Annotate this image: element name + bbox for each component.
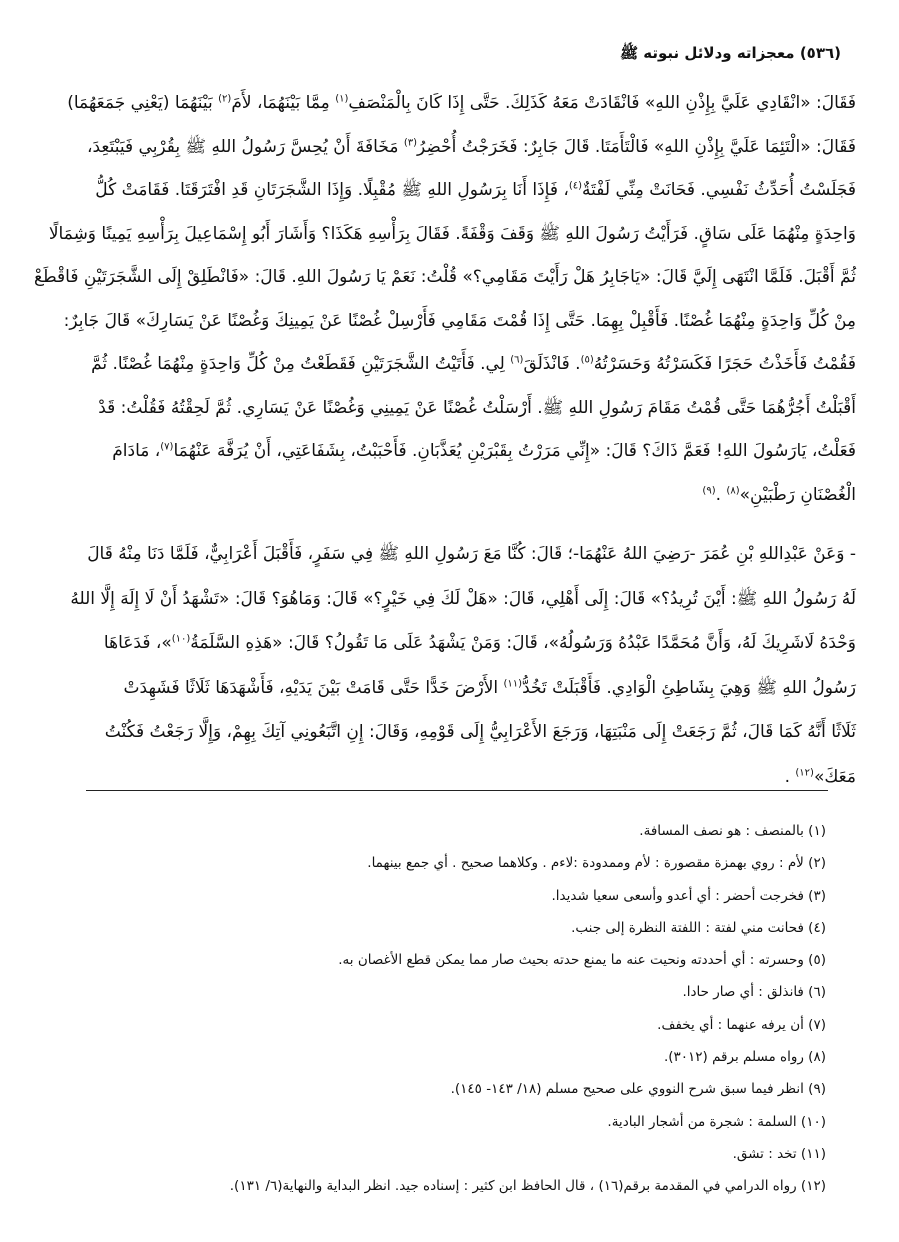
text-run: فَعَلْتُ، يَارَسُولَ اللهِ! فَعَمَّ ذَاكَ؟ قَالَ: «إِنِّي مَرَرْتُ بِقَبْرَيْنِ يُعَذَّبَانِ. فَأَحْبَبْتُ، بِشَفَاعَتِي، أَنْ يُرَفَّهَ عَنْهُمَا xyxy=(173,441,856,461)
text-run: مَعَكَ» xyxy=(813,766,856,787)
footnote-marker: (١٢) xyxy=(795,766,814,778)
footnote-marker: (٢) xyxy=(218,93,232,105)
footnote-marker: (٤) xyxy=(568,180,583,192)
running-header: (٥٣٦) معجزاته ودلائل نبوته ﷺ xyxy=(619,44,841,62)
text-line xyxy=(95,169,856,213)
text-run: مِمَّا بَيْنَهُمَا، لأَمَ xyxy=(231,93,336,113)
footnote: (٧) أن يرفه عنهما : أي يخفف. xyxy=(657,1016,826,1033)
text-run: فَقَالَ: «انْقَادِي عَلَيَّ بِإِذْنِ اللهِ» فَانْقَادَتْ مَعَهُ كَذَلِكَ. حَتَّى إِذَا كَانَ بِالْمَنْصَفِ xyxy=(348,93,856,113)
text-line xyxy=(128,474,856,518)
footnote: (٤) فحانت مني لفتة : اللفتة النظرة إلى جنب. xyxy=(571,919,826,936)
footnote-marker: (١٠) xyxy=(171,633,191,645)
text-run: لَهُ رَسُولُ اللهِ ﷺ: أَيْنَ تُرِيدُ؟» قَالَ: إِلَى أَهْلِي، قَالَ: «هَلْ لَكَ فِي خَيْرٍ؟» قَالَ: وَمَاهُوَ؟ قَالَ: «تَشْهَدُ أَنْ لَا إِلَهَ إِلَّا اللهُ xyxy=(70,588,856,609)
footnote-marker: (٩) xyxy=(702,484,716,496)
text-run: . xyxy=(715,484,727,505)
text-line xyxy=(128,755,856,800)
footnote-separator xyxy=(86,790,828,791)
paragraph-1 xyxy=(34,82,856,517)
text-run: فَقَالَ: «الْتَئِمَا عَلَيَّ بِإِذْنِ اللهِ» فَالْتَأَمَتَا. قَالَ جَابِرٌ: فَخَرَجْتُ أُحْضِرُ xyxy=(417,136,856,157)
footnote-marker: (٧) xyxy=(160,441,174,453)
text-run: أَقْبَلْتُ أَجُرُّهُمَا حَتَّى قُمْتُ مَقَامَ رَسُولِ اللهِ ﷺ. أَرْسَلْتُ غُصْنًا عَنْ يَمِينِي وَغُصْنًا عَنْ يَسَارِي. ثُمَّ لَحِقْتُهُ فَقُلْتُ: قَدْ xyxy=(98,397,856,418)
footnote: (١١) تخد : تشق. xyxy=(732,1145,826,1162)
text-line xyxy=(91,343,856,387)
footnote: (٣) فخرجت أحضر : أي أعدو وأسعى سعيا شديدا. xyxy=(551,887,826,904)
text-line xyxy=(98,387,856,431)
text-run: فَجَلَسْتُ أُحَدِّثُ نَفْسِي. فَحَانَتْ مِنِّي لَفْتَةٌ xyxy=(582,180,856,200)
footnote: (٦) فانذلق : أي صار حادا. xyxy=(682,984,826,1001)
text-run: ثَلَاثًا أَنَّهُ كَمَا قَالَ، ثُمَّ رَجَعَتْ إِلَى مَنْبَتِهَا، وَرَجَعَ الأَعْرَابِيُّ إِلَى قَوْمِهِ، وَقَالَ: إِنِ اتَّبَعُونِي آتِكَ بِهِمْ، وَإِلَّا رَجَعْتُ فَكُنْتُ xyxy=(104,722,856,742)
text-run: الْغُصْنَانِ رَطْبَيْنِ» xyxy=(739,484,856,505)
paragraph-2 xyxy=(70,532,856,799)
footnote: (١) بالمنصف : هو نصف المسافة. xyxy=(639,823,826,839)
text-run: . xyxy=(784,766,796,787)
text-run: الأَرْضَ خَدًّا حَتَّى قَامَتْ بَيْنَ يَدَيْهِ، فَأَشْهَدَهَا ثَلَاثًا فَشَهِدَتْ xyxy=(123,677,504,698)
text-run: فَقُمْتُ فَأَخَذْتُ حَجَرًا فَكَسَرْتُهُ وَحَسَرْتُهُ xyxy=(593,354,856,374)
text-line xyxy=(63,300,856,344)
text-line xyxy=(104,710,856,755)
footnote-marker: (٣) xyxy=(403,136,418,148)
text-run: رَسُولُ اللهِ ﷺ وَهِيَ بِشَاطِئِ الْوَادِي. فَأَقْبَلَتْ تَخُدُّ xyxy=(522,677,856,698)
footnote: (٢) لأم : روي بهمزة مقصورة : لأم وممدودة :لاءم . وكلاهما صحيح . أي جمع بينهما. xyxy=(367,855,826,872)
text-run: مِنْ كُلِّ وَاحِدَةٍ مِنْهُمَا غُصْنًا. فَأَقْبِلْ بِهِمَا. حَتَّى إِذَا قُمْتَ مَقَامِي فَأَرْسِلْ غُصْنًا عَنْ يَمِينِكَ وَغُصْنًا عَنْ يَسَارِكَ» قَالَ جَابِرٌ: xyxy=(63,310,856,331)
text-line xyxy=(67,82,856,126)
main-text xyxy=(34,82,856,799)
footnote-marker: (١١) xyxy=(503,677,523,689)
text-run: ، مَادَامَ xyxy=(112,441,161,461)
text-line xyxy=(112,430,856,474)
footnotes xyxy=(126,815,826,1203)
text-line xyxy=(34,256,856,300)
text-run: مَخَافَةَ أَنْ يُحِسَّ رَسُولُ اللهِ ﷺ بِقُرْبِي فَيَبْتَعِدَ، xyxy=(87,136,404,157)
footnote: (١٢) رواه الدرامي في المقدمة برقم(١٦) ، قال الحافظ ابن كثير : إسناده جيد. انظر البداية والنهاية(٦/ ١٣١). xyxy=(229,1178,826,1195)
footnote: (١٠) السلمة : شجرة من أشجار البادية. xyxy=(607,1113,826,1130)
text-run: »، فَدَعَاهَا xyxy=(103,633,172,653)
footnote: (٩) انظر فيما سبق شرح النووي على صحيح مسلم (١٨/ ١٤٣- ١٤٥). xyxy=(450,1081,826,1098)
footnote: (٨) رواه مسلم برقم (٣٠١٢). xyxy=(663,1049,826,1066)
text-run: لِي. فَأَتَيْتُ الشَّجَرَتَيْنِ فَقَطَعْتُ مِنْ كُلِّ وَاحِدَةٍ مِنْهُمَا غُصْنًا. ثُمَّ xyxy=(91,354,511,374)
text-run: . فَانْذَلَقَ xyxy=(523,354,581,374)
text-line xyxy=(123,666,856,711)
text-run: بَيْنَهُمَا (يَعْنِي جَمَعَهُمَا) xyxy=(67,93,219,113)
text-line xyxy=(70,577,856,622)
text-run: وَحْدَهُ لَاشَرِيكَ لَهُ، وَأَنَّ مُحَمَّدًا عَبْدُهُ وَرَسُولُهُ»، قَالَ: وَمَنْ يَشْهَدُ عَلَى مَا تَقُولُ؟ قَالَ: «هَذِهِ السَّلَمَةُ xyxy=(190,633,856,653)
text-run: ، فَإِذَا أَنَا بِرَسُولِ اللهِ ﷺ مُقْبِلًا. وَإِذَا الشَّجَرَتَانِ قَدِ افْتَرَقَتَا. فَقَامَتْ كُلُّ xyxy=(95,180,569,200)
text-line xyxy=(87,126,856,170)
footnote: (٥) وحسرته : أي أحددته ونحيت عنه ما يمنع حدته بحيث صار مما يمكن قطع الأغصان به. xyxy=(338,952,826,969)
footnote-marker: (٨) xyxy=(726,484,740,496)
text-run: وَاحِدَةٍ مِنْهُمَا عَلَى سَاقٍ. فَرَأَيْتُ رَسُولَ اللهِ ﷺ وَقَفَ وَقْفَةً. فَقَالَ بِرَأْسِهِ هَكَذَا؟ وَأَشَارَ أَبُو إِسْمَاعِيلَ بِرَأْسِهِ يَمِينًا وَشِمَالًا xyxy=(48,223,856,244)
footnote-marker: (٥) xyxy=(580,354,594,366)
text-line xyxy=(87,532,856,577)
text-run: - وَعَنْ عَبْدِاللهِ بْنِ عُمَرَ -رَضِيَ اللهُ عَنْهُمَا-؛ قَالَ: كُنَّا مَعَ رَسُولِ اللهِ ﷺ فِي سَفَرٍ، فَأَقْبَلَ أَعْرَابِيٌّ، فَلَمَّا دَنَا مِنْهُ قَالَ xyxy=(87,544,856,564)
text-line xyxy=(48,213,856,257)
footnote-marker: (١) xyxy=(335,93,349,105)
footnote-marker: (٦) xyxy=(510,354,524,366)
text-line xyxy=(103,621,856,666)
text-run: ثُمَّ أَقْبَلَ. فَلَمَّا انْتَهَى إِلَيَّ قَالَ: «يَاجَابِرُ هَلْ رَأَيْتَ مَقَامِي؟» قُلْتُ: نَعَمْ يَا رَسُولَ اللهِ. قَالَ: «فَانْطَلِقْ إِلَى الشَّجَرَتَيْنِ فَاقْطَعْ xyxy=(34,267,856,287)
